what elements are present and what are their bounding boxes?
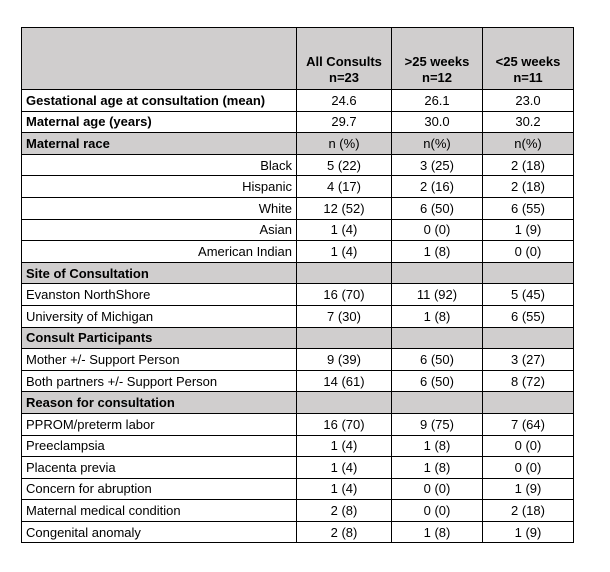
row-value: 6 (50) bbox=[392, 197, 483, 219]
row-value: 1 (8) bbox=[392, 435, 483, 457]
row-value: 6 (50) bbox=[392, 370, 483, 392]
row-label: Asian bbox=[22, 219, 297, 241]
row-value: n(%) bbox=[392, 133, 483, 155]
row-value bbox=[297, 327, 392, 349]
row-label: Maternal race bbox=[22, 133, 297, 155]
row-label: White bbox=[22, 197, 297, 219]
header-under-25-weeks bbox=[483, 28, 574, 90]
row-value: 2 (8) bbox=[297, 500, 392, 522]
row-value: n (%) bbox=[297, 133, 392, 155]
table-header-row bbox=[22, 28, 574, 90]
row-value: 9 (39) bbox=[297, 349, 392, 371]
header-under-25-weeks-n: n=11 bbox=[513, 70, 543, 85]
row-value: 2 (18) bbox=[483, 176, 574, 198]
row-value: 1 (9) bbox=[483, 219, 574, 241]
row-value bbox=[483, 392, 574, 414]
row-value: 0 (0) bbox=[483, 457, 574, 479]
row-value: 0 (0) bbox=[392, 478, 483, 500]
row-label: Preeclampsia bbox=[22, 435, 297, 457]
row-value: 23.0 bbox=[483, 90, 574, 112]
table-row bbox=[22, 262, 574, 284]
row-value: 0 (0) bbox=[392, 500, 483, 522]
row-value: 12 (52) bbox=[297, 197, 392, 219]
row-label: Concern for abruption bbox=[22, 478, 297, 500]
row-value: 11 (92) bbox=[392, 284, 483, 306]
row-value: 8 (72) bbox=[483, 370, 574, 392]
row-value bbox=[297, 392, 392, 414]
row-value bbox=[392, 392, 483, 414]
table-row bbox=[22, 219, 574, 241]
row-value: 16 (70) bbox=[297, 284, 392, 306]
row-value: 2 (18) bbox=[483, 500, 574, 522]
table-row bbox=[22, 305, 574, 327]
table-row bbox=[22, 349, 574, 371]
row-value: n(%) bbox=[483, 133, 574, 155]
row-value: 30.0 bbox=[392, 111, 483, 133]
table-row bbox=[22, 413, 574, 435]
header-over-25-weeks-title: >25 weeks bbox=[404, 54, 470, 69]
header-all-consults-n: n=23 bbox=[329, 70, 359, 85]
row-value: 7 (30) bbox=[297, 305, 392, 327]
row-value: 30.2 bbox=[483, 111, 574, 133]
table-row bbox=[22, 521, 574, 543]
row-label: American Indian bbox=[22, 241, 297, 263]
row-value: 24.6 bbox=[297, 90, 392, 112]
table-row bbox=[22, 457, 574, 479]
row-label: Hispanic bbox=[22, 176, 297, 198]
row-value: 14 (61) bbox=[297, 370, 392, 392]
row-value: 29.7 bbox=[297, 111, 392, 133]
row-label: Maternal age (years) bbox=[22, 111, 297, 133]
table-row bbox=[22, 241, 574, 263]
table-row bbox=[22, 176, 574, 198]
row-label: Site of Consultation bbox=[22, 262, 297, 284]
row-value: 2 (18) bbox=[483, 154, 574, 176]
row-value: 1 (4) bbox=[297, 435, 392, 457]
row-value bbox=[392, 327, 483, 349]
row-label: Mother +/- Support Person bbox=[22, 349, 297, 371]
table-row bbox=[22, 435, 574, 457]
row-value: 2 (8) bbox=[297, 521, 392, 543]
row-value: 1 (8) bbox=[392, 241, 483, 263]
row-value: 1 (4) bbox=[297, 241, 392, 263]
row-label: Black bbox=[22, 154, 297, 176]
row-label: Congenital anomaly bbox=[22, 521, 297, 543]
row-value bbox=[483, 262, 574, 284]
table-row bbox=[22, 90, 574, 112]
row-value: 5 (22) bbox=[297, 154, 392, 176]
table-row bbox=[22, 392, 574, 414]
table-row bbox=[22, 478, 574, 500]
row-value: 1 (9) bbox=[483, 521, 574, 543]
table-row bbox=[22, 370, 574, 392]
row-label: Both partners +/- Support Person bbox=[22, 370, 297, 392]
header-over-25-weeks bbox=[392, 28, 483, 90]
row-value: 1 (8) bbox=[392, 457, 483, 479]
row-value: 1 (4) bbox=[297, 478, 392, 500]
row-value: 6 (50) bbox=[392, 349, 483, 371]
row-value bbox=[297, 262, 392, 284]
row-value: 6 (55) bbox=[483, 197, 574, 219]
table-row bbox=[22, 133, 574, 155]
row-value: 0 (0) bbox=[392, 219, 483, 241]
header-under-25-weeks-title: <25 weeks bbox=[495, 54, 561, 69]
row-label: Consult Participants bbox=[22, 327, 297, 349]
header-over-25-weeks-n: n=12 bbox=[422, 70, 452, 85]
row-value: 0 (0) bbox=[483, 435, 574, 457]
row-value bbox=[392, 262, 483, 284]
table-row bbox=[22, 500, 574, 522]
row-value: 1 (4) bbox=[297, 457, 392, 479]
header-all-consults-title: All Consults bbox=[306, 54, 382, 69]
demographics-table bbox=[21, 27, 574, 543]
row-value: 9 (75) bbox=[392, 413, 483, 435]
row-value: 3 (27) bbox=[483, 349, 574, 371]
row-value: 16 (70) bbox=[297, 413, 392, 435]
row-value: 1 (8) bbox=[392, 305, 483, 327]
header-empty-cell bbox=[22, 28, 297, 90]
row-label: Placenta previa bbox=[22, 457, 297, 479]
row-value: 2 (16) bbox=[392, 176, 483, 198]
row-value: 1 (4) bbox=[297, 219, 392, 241]
row-label: Evanston NorthShore bbox=[22, 284, 297, 306]
row-value: 7 (64) bbox=[483, 413, 574, 435]
row-value bbox=[483, 327, 574, 349]
row-value: 5 (45) bbox=[483, 284, 574, 306]
table-row bbox=[22, 197, 574, 219]
header-all-consults bbox=[297, 28, 392, 90]
row-label: University of Michigan bbox=[22, 305, 297, 327]
row-value: 26.1 bbox=[392, 90, 483, 112]
table-row bbox=[22, 154, 574, 176]
row-value: 3 (25) bbox=[392, 154, 483, 176]
row-label: Maternal medical condition bbox=[22, 500, 297, 522]
row-value: 4 (17) bbox=[297, 176, 392, 198]
row-value: 1 (8) bbox=[392, 521, 483, 543]
row-value: 6 (55) bbox=[483, 305, 574, 327]
row-value: 1 (9) bbox=[483, 478, 574, 500]
row-label: Reason for consultation bbox=[22, 392, 297, 414]
row-value: 0 (0) bbox=[483, 241, 574, 263]
row-label: Gestational age at consultation (mean) bbox=[22, 90, 297, 112]
table-row bbox=[22, 284, 574, 306]
table-row bbox=[22, 111, 574, 133]
row-label: PPROM/preterm labor bbox=[22, 413, 297, 435]
table-row bbox=[22, 327, 574, 349]
